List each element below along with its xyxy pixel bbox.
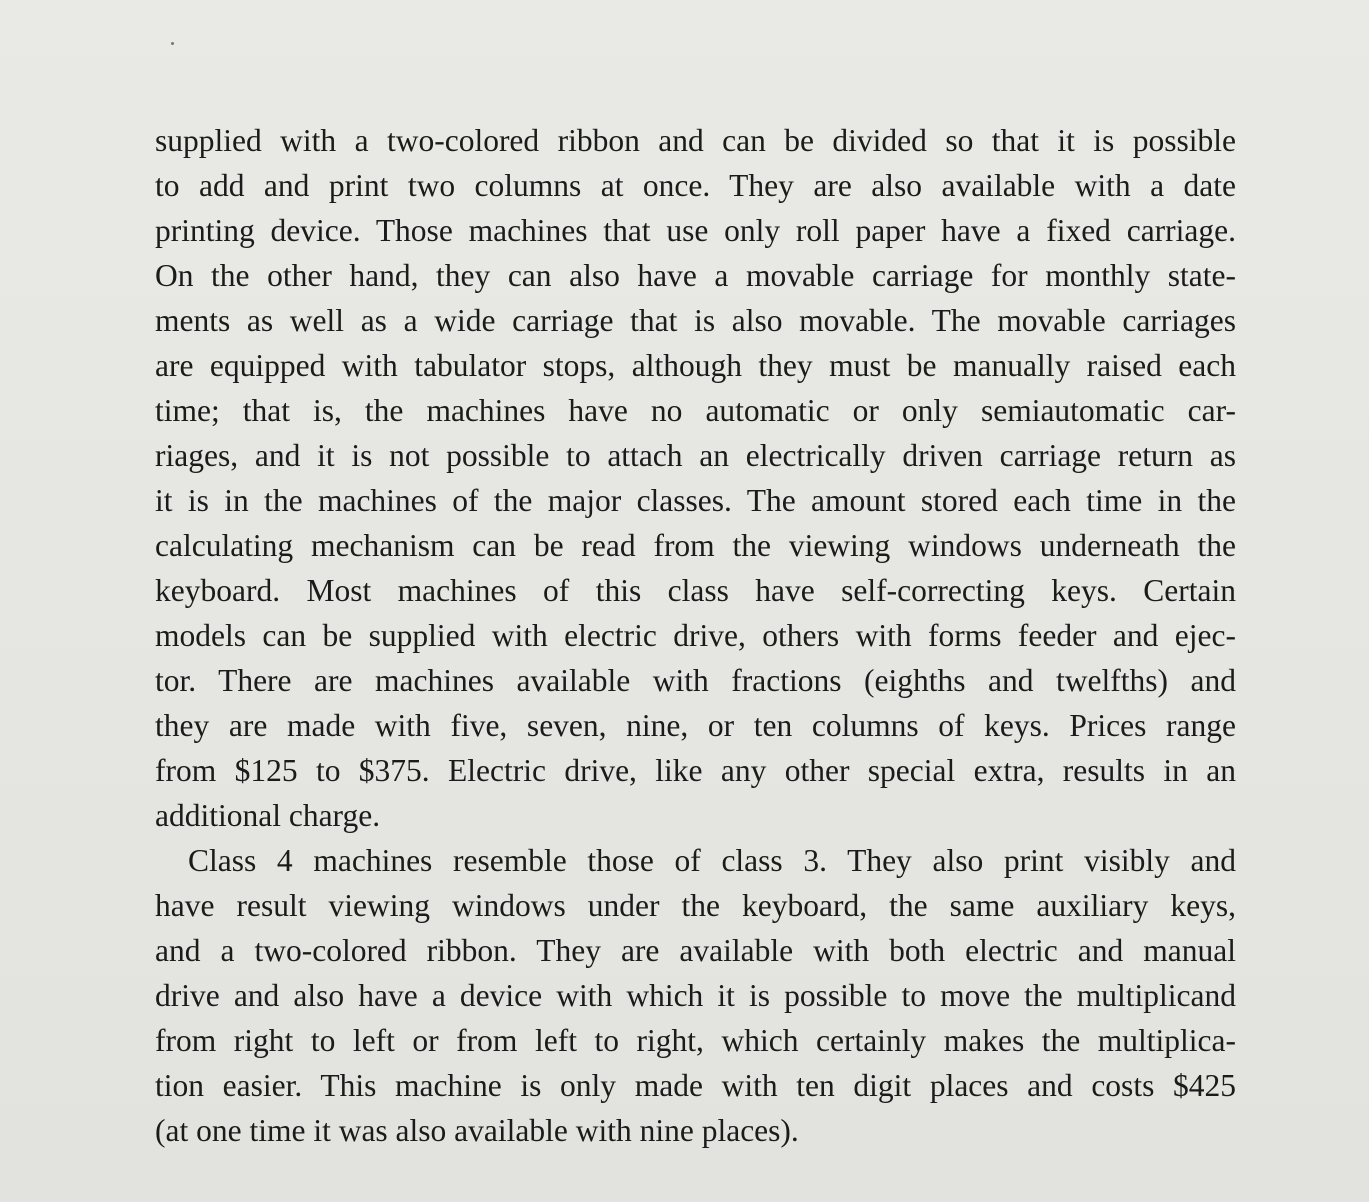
text-line: supplied with a two-colored ribbon and can be divided so that it is possible [155, 123, 1236, 158]
text-line: keyboard. Most machines of this class have self-correcting keys. Certain [155, 573, 1236, 608]
text-line: tion easier. This machine is only made with ten digit places and costs $425 [155, 1068, 1236, 1103]
text-line: models can be supplied with electric drive, others with forms feeder and ejec- [155, 618, 1236, 653]
body-text [155, 118, 1236, 1153]
page-speck [171, 42, 174, 45]
text-line: they are made with five, seven, nine, or ten columns of keys. Prices range [155, 708, 1236, 743]
paragraph-2 [155, 838, 1236, 1153]
text-line: On the other hand, they can also have a movable carriage for monthly state- [155, 258, 1236, 293]
text-line: calculating mechanism can be read from the viewing windows underneath the [155, 528, 1236, 563]
text-line: and a two-colored ribbon. They are available with both electric and manual [155, 933, 1236, 968]
text-line: riages, and it is not possible to attach an electrically driven carriage return as [155, 438, 1236, 473]
text-line: have result viewing windows under the keyboard, the same auxiliary keys, [155, 888, 1236, 923]
text-line: ments as well as a wide carriage that is also movable. The movable carriages [155, 303, 1236, 338]
text-line: Class 4 machines resemble those of class 3. They also print visibly and [188, 843, 1236, 878]
text-line: (at one time it was also available with nine places). [155, 1113, 799, 1148]
paragraph-1 [155, 118, 1236, 838]
text-line: it is in the machines of the major classes. The amount stored each time in the [155, 483, 1236, 518]
text-line: from $125 to $375. Electric drive, like any other special extra, results in an [155, 753, 1236, 788]
text-line: additional charge. [155, 798, 381, 833]
text-line: to add and print two columns at once. They are also available with a date [155, 168, 1236, 203]
text-line: from right to left or from left to right, which certainly makes the multiplica- [155, 1023, 1236, 1058]
text-line: printing device. Those machines that use only roll paper have a fixed carriage. [155, 213, 1236, 248]
text-line: drive and also have a device with which it is possible to move the multiplicand [155, 978, 1236, 1013]
text-line: time; that is, the machines have no automatic or only semiautomatic car- [155, 393, 1236, 428]
text-line: tor. There are machines available with fractions (eighths and twelfths) and [155, 663, 1236, 698]
text-line: are equipped with tabulator stops, although they must be manually raised each [155, 348, 1236, 383]
